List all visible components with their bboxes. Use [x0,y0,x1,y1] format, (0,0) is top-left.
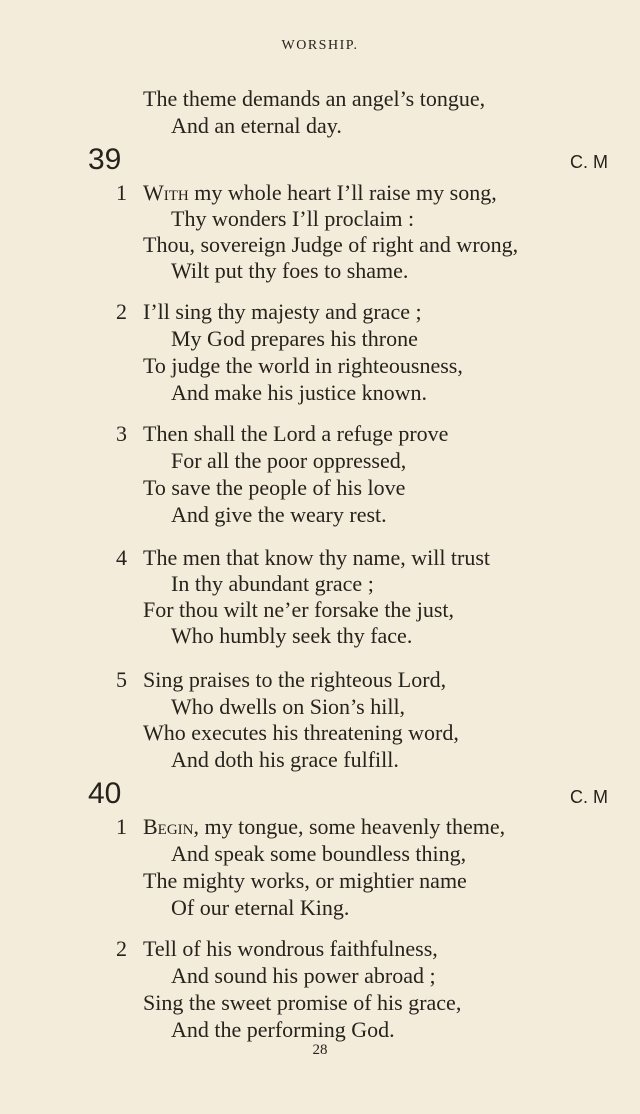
verse-first-word: Begin [143,814,194,839]
verse-number: 1 [116,814,127,839]
verse-line: Thy wonders I’ll proclaim : [171,206,415,231]
verse-line: For thou wilt ne’er forsake the just, [143,597,454,622]
verse-line: Sing the sweet promise of his grace, [143,990,462,1015]
verse-line: Who humbly seek thy face. [171,623,413,648]
verse-line: Wilt put thy foes to shame. [171,258,409,283]
verse-number: 4 [116,545,127,570]
verse-line: The mighty works, or mightier name [143,868,467,893]
hymn-meter: C. M [570,152,608,172]
verse-line: Who dwells on Sion’s hill, [171,694,406,719]
page-number: 28 [312,1042,328,1058]
verse-line-rest: my whole heart I’ll raise my song, [188,180,497,205]
verse-line: And sound his power abroad ; [171,963,436,988]
verse-number: 5 [116,667,127,692]
verse-line: And doth his grace fulfill. [171,747,399,772]
verse-first-word: With [143,180,189,205]
verse-number: 2 [116,299,127,324]
hymn-number: 39 [88,143,122,176]
verse-line: The men that know thy name, will trust [143,545,491,570]
verse-line: Tell of his wondrous faithfulness, [143,936,438,961]
verse-number: 3 [116,421,127,446]
verse-line: Of our eternal King. [171,895,350,920]
verse-line: Thou, sovereign Judge of right and wrong, [143,232,519,257]
verse-line: And make his justice known. [171,380,428,405]
running-header: WORSHIP. [281,38,359,53]
verse-line: And give the weary rest. [171,502,387,527]
verse-line: Sing praises to the righteous Lord, [143,667,447,692]
verse-line [143,180,497,206]
verse-line: And the performing God. [171,1017,395,1042]
verse-line: For all the poor oppressed, [171,448,407,473]
verse-number: 2 [116,936,127,961]
verse-line: I’ll sing thy majesty and grace ; [143,299,422,324]
hymn-meter: C. M [570,787,608,807]
verse-line-rest: , my tongue, some heavenly theme, [193,814,506,839]
verse-line: Then shall the Lord a refuge prove [143,421,449,446]
verse-line: Who executes his threatening word, [143,720,459,745]
verse-line: My God prepares his throne [171,326,418,351]
verse-line: To save the people of his love [143,475,406,500]
hymn-number: 40 [88,777,122,810]
verse-line: And speak some boundless thing, [171,841,467,866]
verse-line [143,814,505,840]
verse-line: To judge the world in righteousness, [143,353,463,378]
carryover-line: And an eternal day. [171,113,342,138]
carryover-line: The theme demands an angel’s tongue, [143,86,486,111]
verse-line: In thy abundant grace ; [171,571,374,596]
verse-number: 1 [116,180,127,205]
